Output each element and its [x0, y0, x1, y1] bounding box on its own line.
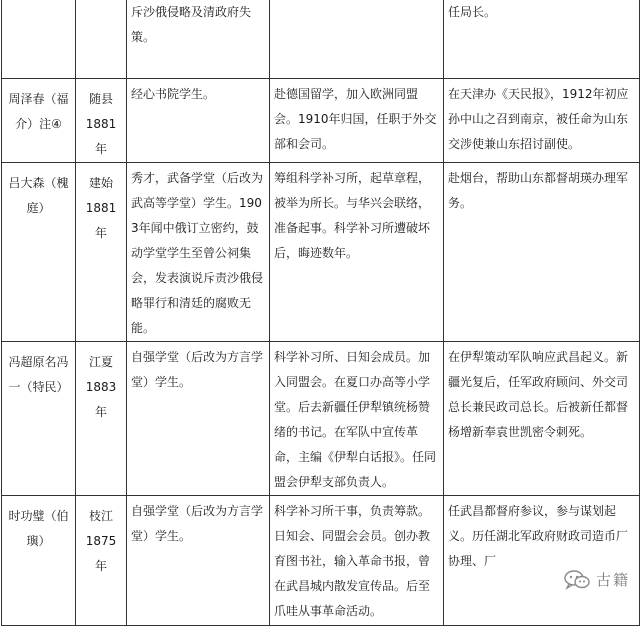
wechat-icon [564, 570, 590, 590]
watermark [564, 569, 630, 590]
biography-table [1, 0, 640, 626]
post-cell: 在伊犁策动军队响应武昌起义。新疆光复后，任军政府顾问、外交司总长兼民政司总长。后被新任都督杨增新奉袁世凯密令刺死。 [444, 342, 640, 496]
name-cell: 周泽春（福介）注④ [2, 79, 76, 163]
place-cell: 枝江 1875年 [76, 496, 127, 626]
name-cell [2, 0, 76, 79]
table-row [2, 342, 640, 496]
post-cell: 赴烟台，帮助山东都督胡瑛办理军务。 [444, 163, 640, 342]
name-cell: 时功璧（伯璵） [2, 496, 76, 626]
table-row [2, 496, 640, 626]
name-cell: 吕大森（槐庭） [2, 163, 76, 342]
post-cell: 在天津办《天民报》，1912年初应孙中山之召到南京，被任命为山东交涉使兼山东招讨副使。 [444, 79, 640, 163]
education-cell: 秀才，武备学堂（后改为武高等学堂）学生。1903年闻中俄订立密约，鼓动学堂学生至曾公祠集会，发表演说斥责沙俄侵略罪行和清廷的腐败无能。 [127, 163, 270, 342]
activity-cell: 科学补习所干事，负责筹款。日知会、同盟会会员。创办教育图书社，输入革命书报，曾在武昌城内散发宣传品。后至爪哇从事革命活动。 [270, 496, 444, 626]
place-cell: 建始 1881年 [76, 163, 127, 342]
activity-cell [270, 0, 444, 79]
education-cell: 自强学堂（后改为方言学堂）学生。 [127, 342, 270, 496]
place-cell [76, 0, 127, 79]
table-row [2, 163, 640, 342]
activity-cell: 赴德国留学，加入欧洲同盟会。1910年归国，任职于外交部和会司。 [270, 79, 444, 163]
table-row [2, 0, 640, 79]
place-cell: 随县 1881年 [76, 79, 127, 163]
activity-cell: 科学补习所、日知会成员。加入同盟会。在夏口办高等小学堂。后去新疆任伊犁镇统杨赞绪的书记。在军队中宣传革命，主编《伊犁白话报》。任同盟会伊犁支部负责人。 [270, 342, 444, 496]
name-cell: 冯超原名冯一（特民） [2, 342, 76, 496]
education-cell: 斥沙俄侵略及清政府失策。 [127, 0, 270, 79]
activity-cell: 筹组科学补习所，起草章程，被举为所长。与华兴会联络，准备起事。科学补习所遭破坏后，晦迹数年。 [270, 163, 444, 342]
place-cell: 江夏 1883年 [76, 342, 127, 496]
post-cell: 任局长。 [444, 0, 640, 79]
education-cell: 经心书院学生。 [127, 79, 270, 163]
post-cell: 任武昌都督府参议，参与谋划起义。历任湖北军政府财政司造币厂协理、厂 [444, 496, 640, 626]
watermark-text: 古籍 [595, 571, 630, 589]
table-row [2, 79, 640, 163]
education-cell: 自强学堂（后改为方言学堂）学生。 [127, 496, 270, 626]
